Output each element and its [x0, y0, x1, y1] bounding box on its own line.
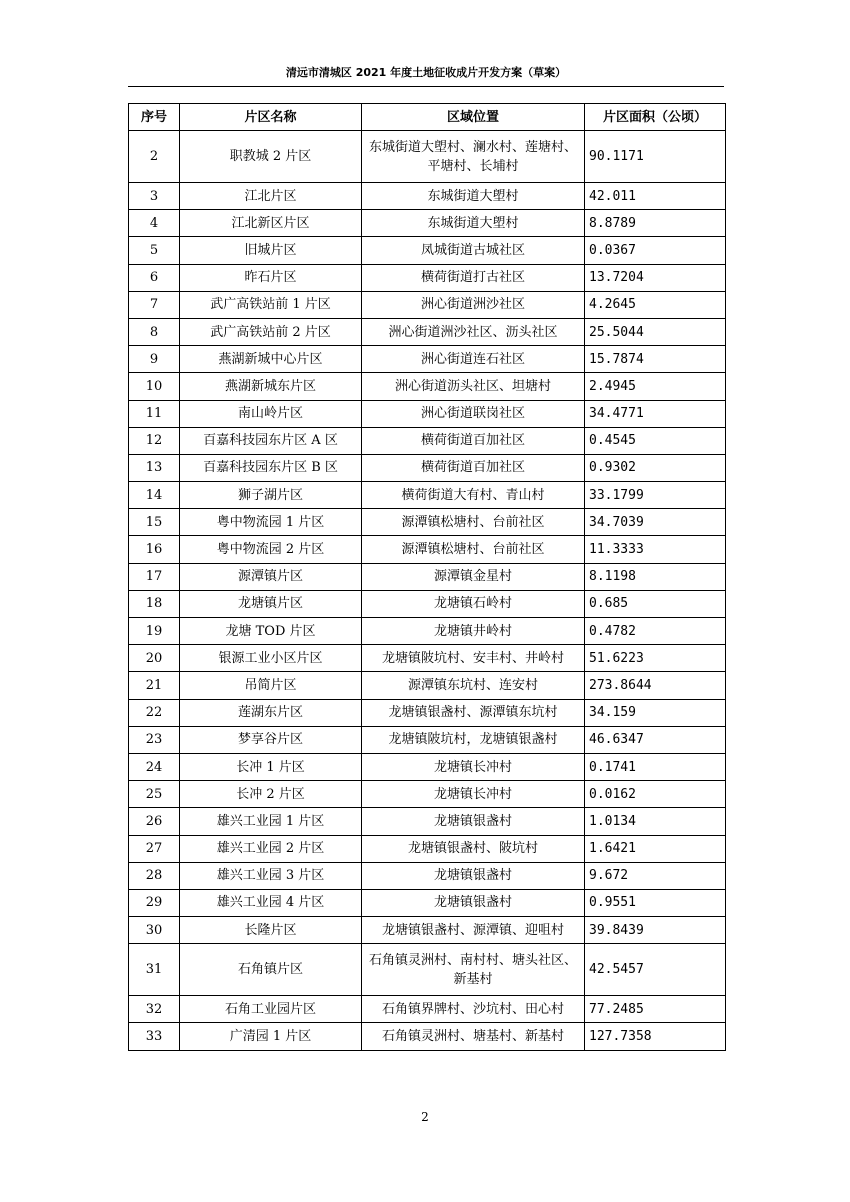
area-location: 龙塘镇石岭村: [362, 590, 585, 617]
row-number: 6: [129, 264, 180, 291]
area-hectares: 127.7358: [585, 1023, 726, 1050]
row-number: 12: [129, 427, 180, 454]
area-name: 吊简片区: [180, 672, 362, 699]
area-name: 南山岭片区: [180, 400, 362, 427]
area-name: 长隆片区: [180, 917, 362, 944]
row-number: 17: [129, 563, 180, 590]
area-hectares: 46.6347: [585, 726, 726, 753]
area-name: 旧城片区: [180, 237, 362, 264]
row-number: 16: [129, 536, 180, 563]
area-hectares: 34.4771: [585, 400, 726, 427]
area-location: 洲心街道联岗社区: [362, 400, 585, 427]
table-row: [129, 373, 726, 400]
table-row: [129, 781, 726, 808]
area-hectares: 34.159: [585, 699, 726, 726]
row-number: 5: [129, 237, 180, 264]
area-name: 职教城 2 片区: [180, 131, 362, 183]
area-hectares: 90.1171: [585, 131, 726, 183]
row-number: 28: [129, 862, 180, 889]
table-row: [129, 563, 726, 590]
area-name: 源潭镇片区: [180, 563, 362, 590]
table-row: [129, 808, 726, 835]
area-name: 雄兴工业园 3 片区: [180, 862, 362, 889]
area-hectares: 25.5044: [585, 318, 726, 345]
area-name: 狮子湖片区: [180, 482, 362, 509]
area-name: 雄兴工业园 1 片区: [180, 808, 362, 835]
table-body: [129, 131, 726, 1051]
area-hectares: 1.6421: [585, 835, 726, 862]
table-row: [129, 237, 726, 264]
row-number: 24: [129, 753, 180, 780]
table-row: [129, 917, 726, 944]
row-number: 15: [129, 509, 180, 536]
area-hectares: 34.7039: [585, 509, 726, 536]
area-location: 龙塘镇银盏村、陂坑村: [362, 835, 585, 862]
row-number: 33: [129, 1023, 180, 1050]
row-number: 2: [129, 131, 180, 183]
table-row: [129, 862, 726, 889]
area-hectares: 42.011: [585, 183, 726, 210]
row-number: 8: [129, 318, 180, 345]
area-hectares: 39.8439: [585, 917, 726, 944]
area-name: 粤中物流园 2 片区: [180, 536, 362, 563]
area-location: 龙塘镇陂坑村，龙塘镇银盏村: [362, 726, 585, 753]
area-location: 龙塘镇井岭村: [362, 618, 585, 645]
area-hectares: 9.672: [585, 862, 726, 889]
area-location: 洲心街道连石社区: [362, 346, 585, 373]
row-number: 18: [129, 590, 180, 617]
row-number: 11: [129, 400, 180, 427]
area-location: 石角镇界牌村、沙坑村、田心村: [362, 996, 585, 1023]
area-location: 龙塘镇长冲村: [362, 781, 585, 808]
area-hectares: 33.1799: [585, 482, 726, 509]
area-name: 长冲 1 片区: [180, 753, 362, 780]
row-number: 26: [129, 808, 180, 835]
area-name: 昨石片区: [180, 264, 362, 291]
header-divider: [128, 86, 724, 87]
table-header-row: [129, 104, 726, 131]
row-number: 19: [129, 618, 180, 645]
row-number: 22: [129, 699, 180, 726]
area-hectares: 0.0367: [585, 237, 726, 264]
row-number: 27: [129, 835, 180, 862]
area-location: 洲心街道沥头社区、坦塘村: [362, 373, 585, 400]
area-location: 龙塘镇长冲村: [362, 753, 585, 780]
row-number: 21: [129, 672, 180, 699]
table-row: [129, 183, 726, 210]
row-number: 3: [129, 183, 180, 210]
area-hectares: 15.7874: [585, 346, 726, 373]
area-location: 横荷街道百加社区: [362, 427, 585, 454]
area-name: 武广高铁站前 1 片区: [180, 291, 362, 318]
area-name: 石角镇片区: [180, 944, 362, 996]
row-number: 32: [129, 996, 180, 1023]
area-hectares: 0.0162: [585, 781, 726, 808]
table-row: [129, 726, 726, 753]
area-hectares: 0.685: [585, 590, 726, 617]
table-row: [129, 318, 726, 345]
table-row: [129, 618, 726, 645]
area-hectares: 0.9302: [585, 454, 726, 481]
area-location: 洲心街道洲沙社区: [362, 291, 585, 318]
row-number: 7: [129, 291, 180, 318]
table-row: [129, 346, 726, 373]
area-location: 石角镇灵洲村、塘基村、新基村: [362, 1023, 585, 1050]
column-header-area: 片区面积（公顷）: [585, 104, 726, 131]
area-location: 龙塘镇银盏村: [362, 862, 585, 889]
area-hectares: 2.4945: [585, 373, 726, 400]
table-row: [129, 291, 726, 318]
area-name: 石角工业园片区: [180, 996, 362, 1023]
row-number: 29: [129, 889, 180, 916]
row-number: 23: [129, 726, 180, 753]
area-name: 广清园 1 片区: [180, 1023, 362, 1050]
area-location: 源潭镇东坑村、连安村: [362, 672, 585, 699]
area-hectares: 8.8789: [585, 210, 726, 237]
area-name: 江北片区: [180, 183, 362, 210]
area-hectares: 0.9551: [585, 889, 726, 916]
table-row: [129, 1023, 726, 1050]
area-location: 东城街道大塱村、澜水村、莲塘村、平塘村、长埔村: [362, 131, 585, 183]
area-hectares: 11.3333: [585, 536, 726, 563]
row-number: 4: [129, 210, 180, 237]
table-row: [129, 264, 726, 291]
area-location: 横荷街道百加社区: [362, 454, 585, 481]
area-location: 东城街道大塱村: [362, 210, 585, 237]
area-hectares: 0.4545: [585, 427, 726, 454]
area-hectares: 0.1741: [585, 753, 726, 780]
table-row: [129, 131, 726, 183]
area-location: 洲心街道洲沙社区、沥头社区: [362, 318, 585, 345]
table-row: [129, 944, 726, 996]
area-name: 雄兴工业园 4 片区: [180, 889, 362, 916]
area-name: 长冲 2 片区: [180, 781, 362, 808]
area-hectares: 42.5457: [585, 944, 726, 996]
row-number: 10: [129, 373, 180, 400]
area-name: 雄兴工业园 2 片区: [180, 835, 362, 862]
area-name: 武广高铁站前 2 片区: [180, 318, 362, 345]
area-name: 银源工业小区片区: [180, 645, 362, 672]
area-hectares: 77.2485: [585, 996, 726, 1023]
area-name: 梦享谷片区: [180, 726, 362, 753]
column-header-no: 序号: [129, 104, 180, 131]
area-name: 江北新区片区: [180, 210, 362, 237]
row-number: 20: [129, 645, 180, 672]
area-hectares: 273.8644: [585, 672, 726, 699]
area-location: 凤城街道古城社区: [362, 237, 585, 264]
area-name: 燕湖新城中心片区: [180, 346, 362, 373]
area-hectares: 1.0134: [585, 808, 726, 835]
table-row: [129, 889, 726, 916]
table-row: [129, 210, 726, 237]
area-location: 源潭镇金星村: [362, 563, 585, 590]
table-row: [129, 454, 726, 481]
row-number: 31: [129, 944, 180, 996]
table-row: [129, 753, 726, 780]
area-location: 龙塘镇银盏村、源潭镇、迎咀村: [362, 917, 585, 944]
area-name: 百嘉科技园东片区 A 区: [180, 427, 362, 454]
row-number: 9: [129, 346, 180, 373]
column-header-name: 片区名称: [180, 104, 362, 131]
area-hectares: 51.6223: [585, 645, 726, 672]
area-name: 粤中物流园 1 片区: [180, 509, 362, 536]
area-location: 龙塘镇银盏村: [362, 889, 585, 916]
area-hectares: 0.4782: [585, 618, 726, 645]
area-location: 石角镇灵洲村、南村村、塘头社区、新基村: [362, 944, 585, 996]
table-row: [129, 536, 726, 563]
table-row: [129, 835, 726, 862]
area-location: 龙塘镇银盏村、源潭镇东坑村: [362, 699, 585, 726]
table-row: [129, 996, 726, 1023]
page-number: 2: [421, 1110, 429, 1124]
area-name: 燕湖新城东片区: [180, 373, 362, 400]
area-location: 源潭镇松塘村、台前社区: [362, 536, 585, 563]
land-area-table: [128, 103, 726, 1051]
area-name: 百嘉科技园东片区 B 区: [180, 454, 362, 481]
row-number: 14: [129, 482, 180, 509]
table-row: [129, 400, 726, 427]
table-row: [129, 427, 726, 454]
area-location: 东城街道大塱村: [362, 183, 585, 210]
area-location: 龙塘镇银盏村: [362, 808, 585, 835]
table-row: [129, 509, 726, 536]
document-header: 清远市清城区 2021 年度土地征收成片开发方案（草案）: [285, 66, 567, 79]
column-header-location: 区域位置: [362, 104, 585, 131]
table-row: [129, 672, 726, 699]
area-hectares: 8.1198: [585, 563, 726, 590]
table-row: [129, 645, 726, 672]
area-name: 莲湖东片区: [180, 699, 362, 726]
row-number: 25: [129, 781, 180, 808]
row-number: 13: [129, 454, 180, 481]
area-name: 龙塘镇片区: [180, 590, 362, 617]
area-location: 横荷街道打古社区: [362, 264, 585, 291]
area-location: 龙塘镇陂坑村、安丰村、井岭村: [362, 645, 585, 672]
area-location: 横荷街道大有村、青山村: [362, 482, 585, 509]
area-location: 源潭镇松塘村、台前社区: [362, 509, 585, 536]
table-row: [129, 590, 726, 617]
table-row: [129, 699, 726, 726]
table-row: [129, 482, 726, 509]
row-number: 30: [129, 917, 180, 944]
area-hectares: 13.7204: [585, 264, 726, 291]
area-name: 龙塘 TOD 片区: [180, 618, 362, 645]
area-hectares: 4.2645: [585, 291, 726, 318]
